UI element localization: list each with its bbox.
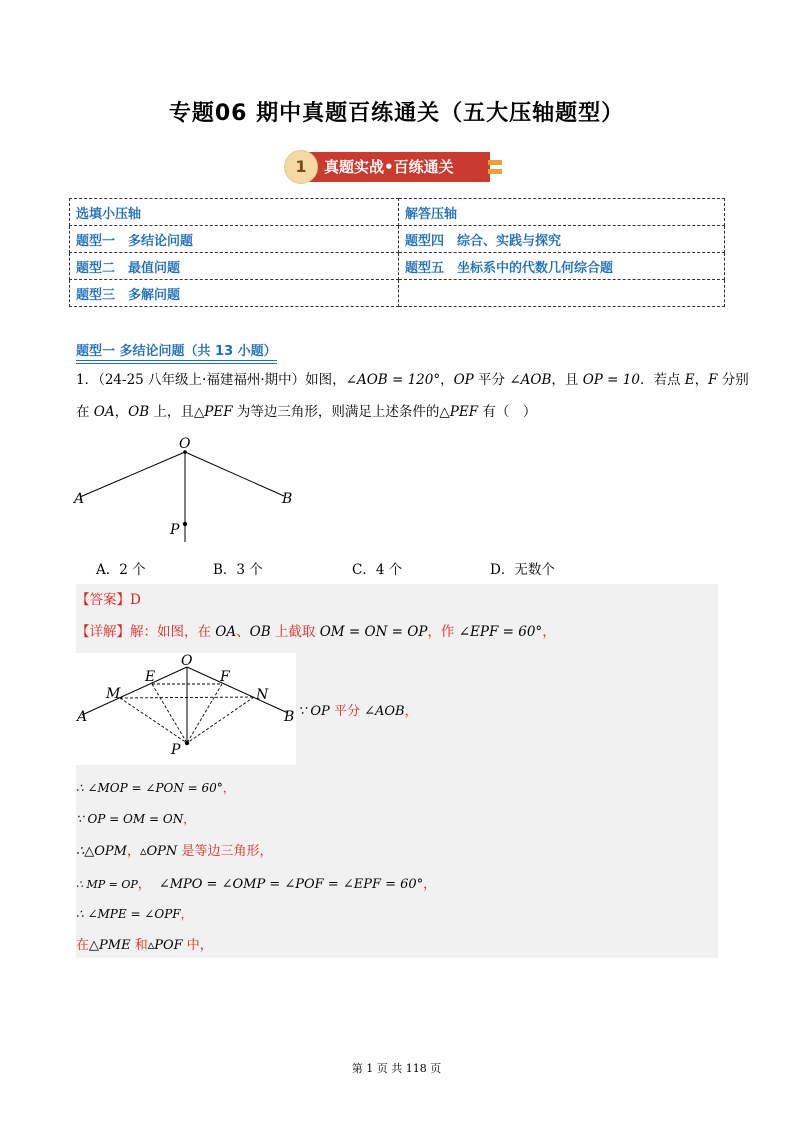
math-expression: ▵OPN	[140, 844, 178, 859]
math-expression: ∴ ∠MOP = ∠PON = 60°	[76, 781, 223, 795]
detail-text: 上截取	[270, 624, 320, 640]
answer-line	[76, 590, 141, 610]
detail-label: 【详解】	[76, 624, 130, 640]
question-text: ，	[114, 404, 129, 420]
table-row	[70, 253, 725, 280]
math-expression: ∠AOB	[509, 372, 552, 388]
table-cell-link[interactable]: 题型四 综合、实践与探究	[399, 226, 725, 253]
step-text: ，	[222, 781, 235, 795]
step-text: ，	[180, 907, 193, 921]
figure-background	[76, 653, 296, 765]
banner-number-badge: 1	[284, 150, 318, 184]
math-expression: OP	[453, 372, 474, 388]
detail-line	[76, 622, 556, 642]
math-expression: OB	[249, 624, 271, 640]
math-expression: OM = ON = OP	[319, 624, 428, 640]
math-expression: △PEF	[439, 404, 479, 420]
question-text: ，	[694, 372, 709, 388]
table-cell-link[interactable]: 题型一 多结论问题	[70, 226, 399, 253]
math-expression: ∴ MP = OP	[76, 878, 138, 891]
math-expression: OP = 10	[582, 372, 640, 388]
question-source: （24-25 八年级上·福建福州·期中）	[98, 372, 306, 388]
label-o: O	[179, 436, 191, 452]
question-text: 有（ ）	[478, 404, 537, 420]
label-p: P	[171, 742, 181, 758]
table-cell-link[interactable]: 题型三 多解问题	[70, 280, 399, 307]
table-cell-empty	[399, 280, 725, 307]
choice-d[interactable]: D．无数个	[490, 562, 555, 578]
label-e: E	[145, 669, 156, 685]
label-a: A	[74, 491, 85, 507]
math-expression: F	[708, 372, 718, 388]
label-f: F	[220, 669, 230, 685]
label-b: B	[284, 709, 295, 725]
section-banner	[284, 148, 510, 186]
math-expression: OA	[215, 624, 237, 640]
step-4	[76, 840, 272, 859]
answer-value: D	[130, 592, 141, 608]
question-line-1	[76, 370, 749, 390]
ray-oa	[80, 452, 185, 497]
figure-angle-aob	[70, 432, 310, 548]
document-title: 专题06 期中真题百练通关（五大压轴题型）	[168, 101, 625, 126]
banner-stripe	[488, 160, 502, 165]
point-p	[183, 522, 187, 526]
choice-b[interactable]: B．3 个	[213, 562, 263, 578]
banner-text: 真题实战•百练通关	[324, 158, 454, 176]
step-text: 在	[76, 938, 90, 953]
question-text: 上，且	[149, 404, 194, 420]
detail-text: 、	[236, 624, 250, 640]
math-expression: E	[684, 372, 695, 388]
question-text: ，且	[551, 372, 583, 388]
detail-text: ，	[542, 624, 556, 640]
table-cell-link[interactable]: 选填小压轴	[70, 199, 399, 226]
step-text: 是等边三角形，	[177, 844, 273, 859]
step-6	[76, 905, 193, 922]
step-2	[76, 779, 235, 796]
math-expression: ∴ ∠MPE = ∠OPF	[76, 907, 181, 921]
math-expression: OA	[93, 404, 115, 420]
table-row	[70, 226, 725, 253]
step-text: 和	[130, 938, 148, 953]
step-text: ，	[423, 877, 437, 892]
math-expression: OB	[128, 404, 150, 420]
math-expression: ∴△OPM	[76, 844, 127, 859]
math-expression: ▵POF	[147, 938, 183, 953]
step-3	[76, 810, 195, 827]
question-text: ，	[440, 372, 454, 388]
math-expression: △PEF	[193, 404, 233, 420]
question-text: ．若点	[639, 372, 685, 388]
banner-edge	[484, 152, 490, 182]
table-cell-link[interactable]: 题型二 最值问题	[70, 253, 399, 280]
step-text: ，	[404, 704, 418, 719]
step-5	[76, 873, 436, 892]
table-row	[70, 199, 725, 226]
question-text: 如图，	[305, 372, 346, 388]
math-expression: ∠EPF = 60°	[458, 624, 543, 640]
math-expression: ∵ OP	[298, 704, 330, 719]
label-m: M	[106, 686, 121, 702]
question-text: 为等边三角形，则满足上述条件的	[232, 404, 440, 420]
page-footer: 第 1 页 共 118 页	[351, 1062, 442, 1075]
point-p	[185, 741, 189, 745]
question-text: 分别	[717, 372, 749, 388]
banner-stripe	[488, 169, 502, 174]
label-b: B	[282, 491, 293, 507]
figure-solution-construction	[76, 653, 296, 765]
answer-label: 【答案】	[76, 592, 130, 608]
label-n: N	[256, 687, 269, 703]
section-heading	[76, 340, 277, 361]
math-expression: ∠MPO = ∠OMP = ∠POF = ∠EPF = 60°	[158, 877, 424, 892]
step-text: ，	[137, 877, 151, 892]
ray-ob	[185, 452, 284, 496]
section-heading-underline	[76, 363, 277, 364]
step-7	[76, 934, 213, 953]
label-o: O	[181, 653, 193, 669]
math-expression: ∠AOB	[364, 704, 405, 719]
step-text: 平分	[329, 704, 365, 719]
step-text: 中，	[182, 938, 213, 953]
detail-text: ，作	[427, 624, 459, 640]
math-expression: ∵ OP = OM = ON	[76, 812, 184, 826]
label-p: P	[170, 522, 180, 538]
table-cell-link[interactable]: 题型五 坐标系中的代数几何综合题	[399, 253, 725, 280]
detail-text: 解：如图，在	[130, 624, 216, 640]
table-cell-link[interactable]: 解答压轴	[399, 199, 725, 226]
question-type-table	[69, 198, 725, 307]
math-expression: △PME	[89, 938, 131, 953]
question-text: 在	[76, 404, 94, 420]
section-heading-text: 题型一 多结论问题（共 13 小题）	[76, 344, 277, 359]
label-a: A	[77, 709, 88, 725]
step-text: ，	[183, 812, 196, 826]
question-number: 1．	[76, 372, 99, 388]
question-line-2	[76, 402, 536, 422]
table-row	[70, 280, 725, 307]
choice-c[interactable]: C．4 个	[352, 562, 403, 578]
step-1	[298, 700, 418, 719]
math-expression: ∠AOB = 120°	[345, 372, 441, 388]
choice-a[interactable]: A．2 个	[96, 562, 146, 578]
question-text: 平分	[473, 372, 510, 388]
step-text: ，	[126, 844, 140, 859]
